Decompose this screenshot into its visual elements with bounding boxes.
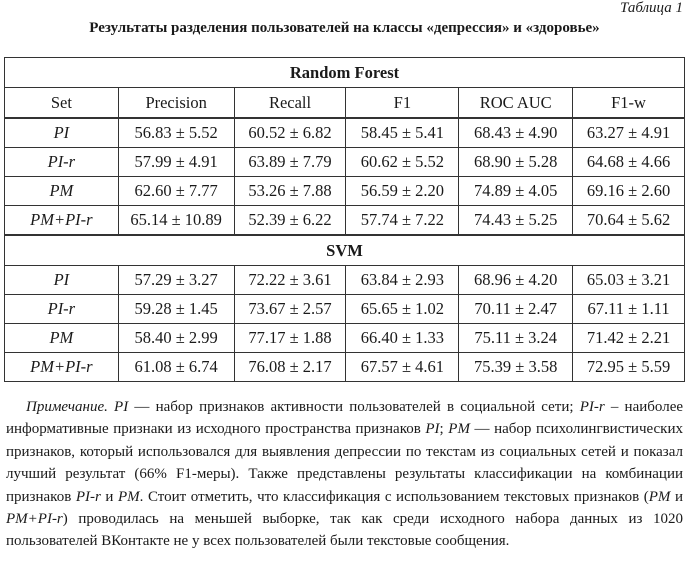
note-part: и (670, 488, 683, 505)
column-header-set: Set (5, 88, 119, 119)
cell-f1-w: 64.68 ± 4.66 (573, 148, 685, 177)
row-set-label: PM+PI-r (5, 206, 119, 236)
row-set-label: PM (5, 324, 119, 353)
cell-roc-auc: 75.11 ± 3.24 (459, 324, 573, 353)
note-part: — набор признаков активности пользователей в социальной сети; (128, 399, 580, 415)
section-title: SVM (5, 235, 685, 266)
note-part: – наиболее информативные признаки из исходного пространства признаков (6, 399, 684, 438)
table-row (5, 353, 685, 382)
cell-f1-w: 70.64 ± 5.62 (573, 206, 685, 236)
cell-precision: 61.08 ± 6.74 (118, 353, 234, 382)
column-header-precision: Precision (118, 88, 234, 119)
results-table-body (5, 58, 685, 382)
note-part: PM (448, 421, 470, 438)
table-row (5, 295, 685, 324)
cell-f1-w: 63.27 ± 4.91 (573, 118, 685, 148)
note-part: PI-r (579, 399, 605, 415)
section-header-row (5, 58, 685, 88)
cell-f1: 65.65 ± 1.02 (346, 295, 459, 324)
row-set-label: PI (5, 266, 119, 295)
cell-recall: 52.39 ± 6.22 (234, 206, 346, 236)
cell-f1-w: 69.16 ± 2.60 (573, 177, 685, 206)
table-row (5, 324, 685, 353)
note-part: и (100, 488, 118, 505)
table-row (5, 206, 685, 236)
cell-roc-auc: 70.11 ± 2.47 (459, 295, 573, 324)
table-caption: Результаты разделения пользователей на классы «депрессия» и «здоровье» (89, 20, 600, 36)
table-row (5, 148, 685, 177)
table-row (5, 177, 685, 206)
note-part: PM (648, 488, 671, 505)
note-part: . Стоит отметить, что классификация с использованием текстовых признаков ( (139, 488, 649, 505)
cell-recall: 60.52 ± 6.82 (234, 118, 346, 148)
cell-f1-w: 72.95 ± 5.59 (573, 353, 685, 382)
cell-recall: 77.17 ± 1.88 (234, 324, 346, 353)
row-set-label: PI-r (5, 295, 119, 324)
table-note (6, 396, 683, 553)
cell-recall: 73.67 ± 2.57 (234, 295, 346, 324)
cell-f1: 56.59 ± 2.20 (346, 177, 459, 206)
cell-precision: 62.60 ± 7.77 (118, 177, 234, 206)
note-part: Примечание. PI (26, 399, 129, 415)
cell-f1: 57.74 ± 7.22 (346, 206, 459, 236)
note-part: PM (118, 488, 140, 505)
table-row (5, 266, 685, 295)
column-header-recall: Recall (234, 88, 346, 119)
section-title: Random Forest (5, 58, 685, 88)
cell-precision: 65.14 ± 10.89 (118, 206, 234, 236)
cell-recall: 63.89 ± 7.79 (234, 148, 346, 177)
cell-f1: 67.57 ± 4.61 (346, 353, 459, 382)
cell-roc-auc: 75.39 ± 3.58 (459, 353, 573, 382)
row-set-label: PI (5, 118, 119, 148)
cell-f1-w: 71.42 ± 2.21 (573, 324, 685, 353)
cell-precision: 59.28 ± 1.45 (118, 295, 234, 324)
cell-recall: 53.26 ± 7.88 (234, 177, 346, 206)
section-header-row (5, 235, 685, 266)
cell-roc-auc: 68.90 ± 5.28 (459, 148, 573, 177)
column-header-f1: F1 (346, 88, 459, 119)
row-set-label: PM+PI-r (5, 353, 119, 382)
cell-roc-auc: 68.43 ± 4.90 (459, 118, 573, 148)
note-part: PI (425, 421, 440, 438)
cell-f1: 66.40 ± 1.33 (346, 324, 459, 353)
cell-f1: 58.45 ± 5.41 (346, 118, 459, 148)
cell-precision: 57.99 ± 4.91 (118, 148, 234, 177)
row-set-label: PM (5, 177, 119, 206)
note-part: PM+PI-r (6, 511, 63, 528)
note-part: ) проводилась на меньшей выборке, так как среди исходного набора данных из 1020 пользователей ВКонтакте не у всех пользователей были текстовые сообщения. (6, 511, 683, 550)
column-header-f1-w: F1-w (573, 88, 685, 119)
cell-f1: 63.84 ± 2.93 (346, 266, 459, 295)
cell-f1: 60.62 ± 5.52 (346, 148, 459, 177)
note-part: — набор психолингвистических признаков, который использовался для выявления депрессии по текстам из социальных сетей и показал лучший результат (66% F1-меры). Также представлены результаты классификации на комбинации признаков (6, 421, 683, 505)
note-part: PI-r (75, 488, 101, 505)
cell-roc-auc: 74.43 ± 5.25 (459, 206, 573, 236)
note-part: ; (439, 421, 449, 438)
cell-roc-auc: 74.89 ± 4.05 (459, 177, 573, 206)
column-header-row (5, 88, 685, 119)
cell-roc-auc: 68.96 ± 4.20 (459, 266, 573, 295)
cell-precision: 57.29 ± 3.27 (118, 266, 234, 295)
table-row (5, 118, 685, 148)
cell-f1-w: 65.03 ± 3.21 (573, 266, 685, 295)
cell-recall: 72.22 ± 3.61 (234, 266, 346, 295)
column-header-roc-auc: ROC AUC (459, 88, 573, 119)
table-number: Таблица 1 (620, 0, 683, 16)
row-set-label: PI-r (5, 148, 119, 177)
results-table (4, 57, 685, 382)
cell-precision: 58.40 ± 2.99 (118, 324, 234, 353)
cell-precision: 56.83 ± 5.52 (118, 118, 234, 148)
cell-recall: 76.08 ± 2.17 (234, 353, 346, 382)
cell-f1-w: 67.11 ± 1.11 (573, 295, 685, 324)
